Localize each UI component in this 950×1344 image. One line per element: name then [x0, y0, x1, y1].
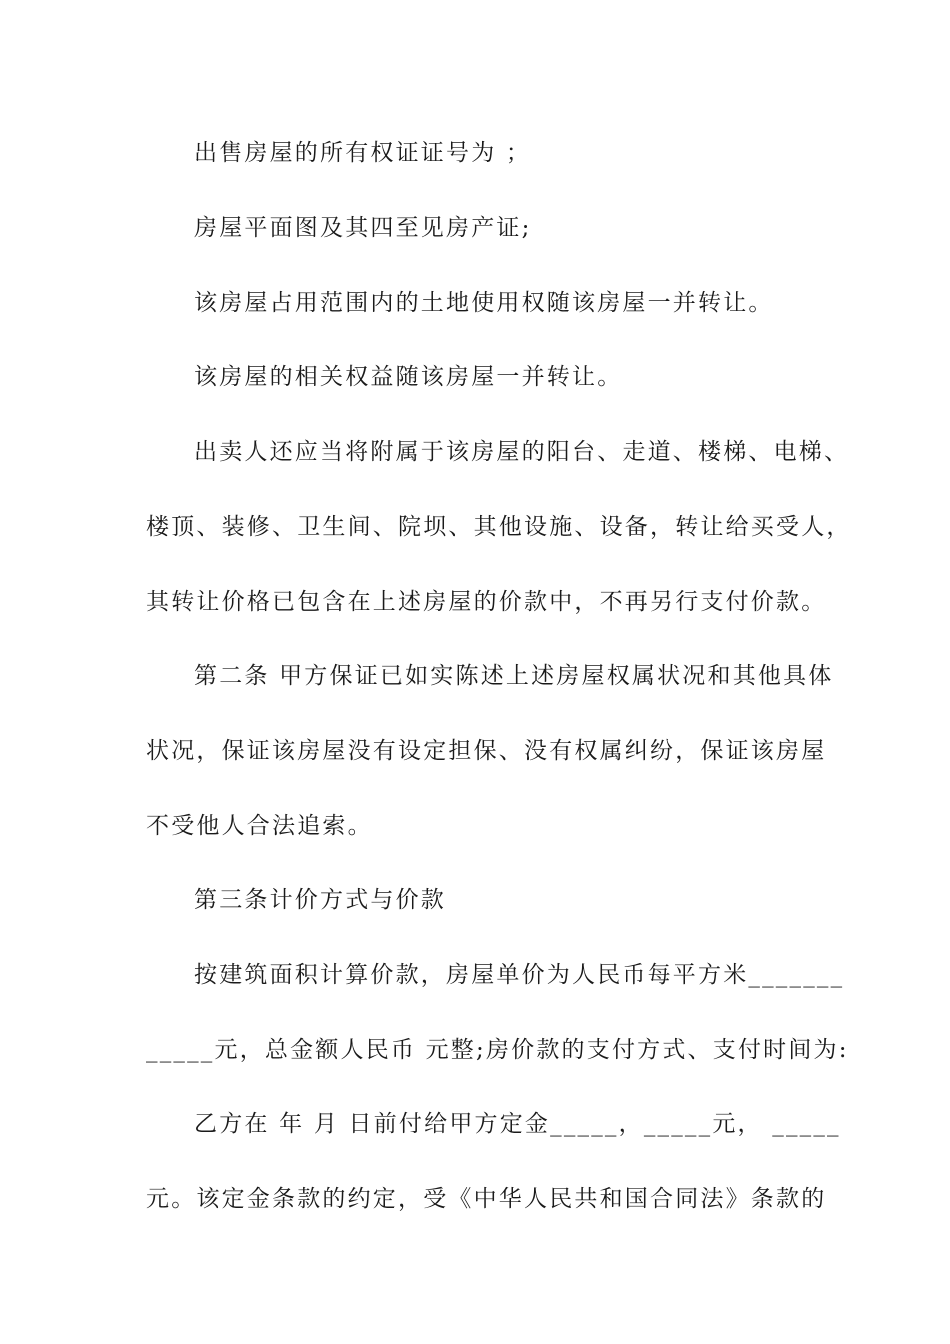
text-line-seller-attachments: 出卖人还应当将附属于该房屋的阳台、走道、楼梯、电梯、	[194, 439, 850, 465]
text-line-floor-plan: 房屋平面图及其四至见房产证;	[194, 215, 532, 241]
text-line-no-recourse: 不受他人合法追索。	[146, 813, 373, 839]
text-line-total-amount: _____元，总金额人民币 元整;房价款的支付方式、支付时间为:	[146, 1037, 849, 1063]
text-line-deposit-clause: 元。该定金条款的约定，受《中华人民共和国合同法》条款的	[146, 1186, 827, 1212]
text-line-related-rights: 该房屋的相关权益随该房屋一并转让。	[194, 364, 623, 390]
text-line-unit-price: 按建筑面积计算价款，房屋单价为人民币每平方米_______	[194, 962, 845, 988]
text-line-facilities: 楼顶、装修、卫生间、院坝、其他设施、设备，转让给买受人，	[146, 514, 852, 540]
text-line-article-three-heading: 第三条计价方式与价款	[194, 887, 446, 913]
text-line-no-guarantee: 状况，保证该房屋没有设定担保、没有权属纠纷，保证该房屋	[146, 738, 827, 764]
text-line-article-two: 第二条 甲方保证已如实陈述上述房屋权属状况和其他具体	[194, 663, 834, 689]
text-line-certificate-number: 出售房屋的所有权证证号为 ；	[194, 140, 532, 166]
text-line-price-included: 其转让价格已包含在上述房屋的价款中，不再另行支付价款。	[146, 589, 827, 615]
text-line-deposit: 乙方在 年 月 日前付给甲方定金_____，_____元， _____	[194, 1111, 841, 1137]
text-line-land-use-right: 该房屋占用范围内的土地使用权随该房屋一并转让。	[194, 290, 774, 316]
